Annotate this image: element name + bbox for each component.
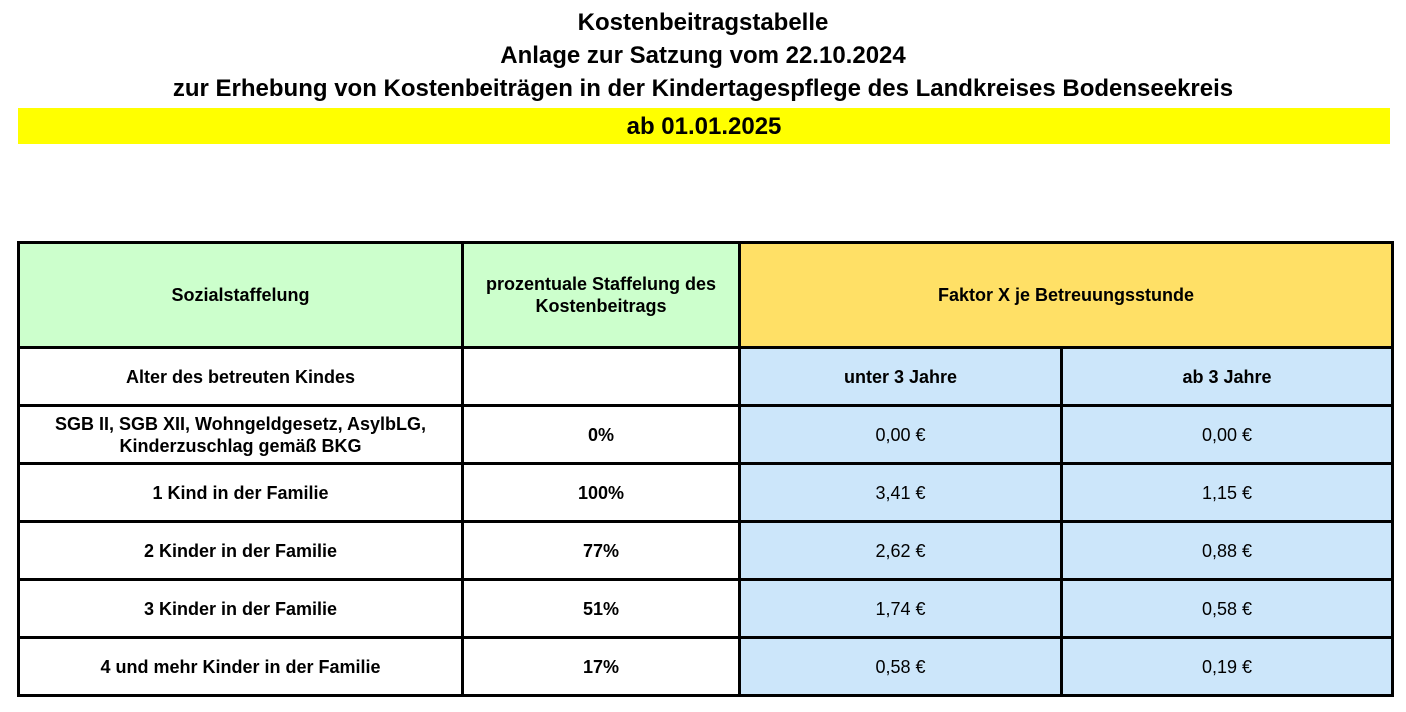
- table-subheader-row: [19, 348, 1393, 406]
- title-line-1: Kostenbeitragstabelle: [577, 9, 829, 36]
- row-value-ab-3: 0,58 €: [1062, 580, 1393, 638]
- date-banner: ab 01.01.2025: [18, 108, 1390, 144]
- row-value-under-3: 2,62 €: [740, 522, 1062, 580]
- subheader-ab-3: ab 3 Jahre: [1062, 348, 1393, 406]
- row-percent: 77%: [463, 522, 740, 580]
- table-row: [19, 638, 1393, 696]
- row-value-under-3: 0,00 €: [740, 406, 1062, 464]
- subheader-empty: [463, 348, 740, 406]
- row-percent: 51%: [463, 580, 740, 638]
- row-value-ab-3: 1,15 €: [1062, 464, 1393, 522]
- row-value-under-3: 3,41 €: [740, 464, 1062, 522]
- table-row: [19, 580, 1393, 638]
- row-value-ab-3: 0,19 €: [1062, 638, 1393, 696]
- row-value-under-3: 0,58 €: [740, 638, 1062, 696]
- table-row: [19, 522, 1393, 580]
- subheader-alter: Alter des betreuten Kindes: [19, 348, 463, 406]
- row-value-under-3: 1,74 €: [740, 580, 1062, 638]
- row-value-ab-3: 0,00 €: [1062, 406, 1393, 464]
- row-label: 2 Kinder in der Familie: [19, 522, 463, 580]
- row-label: 1 Kind in der Familie: [19, 464, 463, 522]
- row-value-ab-3: 0,88 €: [1062, 522, 1393, 580]
- table-row: [19, 406, 1393, 464]
- row-label: 4 und mehr Kinder in der Familie: [19, 638, 463, 696]
- header-faktor-x: Faktor X je Betreuungsstunde: [740, 243, 1393, 348]
- subheader-unter-3: unter 3 Jahre: [740, 348, 1062, 406]
- row-label: SGB II, SGB XII, Wohngeldgesetz, AsylbLG, Kinderzuschlag gemäß BKG: [19, 406, 463, 464]
- row-percent: 17%: [463, 638, 740, 696]
- table-row: [19, 464, 1393, 522]
- fee-table: [17, 241, 1394, 697]
- header-prozentuale-staffelung: prozentuale Staffelung des Kostenbeitrags: [463, 243, 740, 348]
- row-percent: 0%: [463, 406, 740, 464]
- row-percent: 100%: [463, 464, 740, 522]
- row-label: 3 Kinder in der Familie: [19, 580, 463, 638]
- header-sozialstaffelung: Sozialstaffelung: [19, 243, 463, 348]
- document-title: [0, 6, 1406, 105]
- table-header-row: [19, 243, 1393, 348]
- title-line-3: zur Erhebung von Kostenbeiträgen in der Kindertagespflege des Landkreises Bodenseekreis: [172, 75, 1234, 102]
- title-line-2: Anlage zur Satzung vom 22.10.2024: [500, 42, 906, 69]
